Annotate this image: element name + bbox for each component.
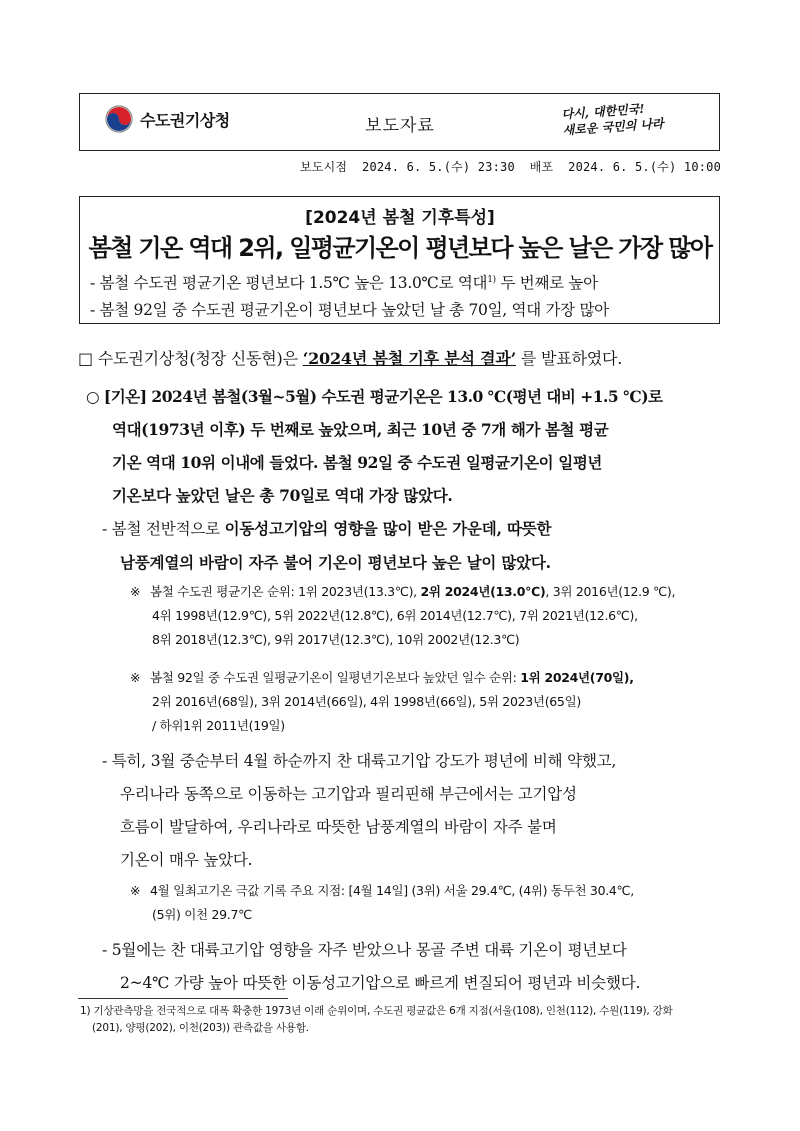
note-spring-ranking: ※ 봄철 수도권 평균기온 순위: 1위 2023년(13.3℃), 2위 2024년(13.0℃), 3위 2016년(12.9 ℃), 4위 1998년(12.9℃), 5위 2022년(12.8℃), 6위 2014년(12.7℃), 7위 2021년(12.6℃), 8위 2018년(12.3℃), 9위 2017년(12.3℃), 10위 2002년(12.3℃): [130, 584, 676, 647]
subheadline-1: - 봄철 수도권 평균기온 평년보다 1.5℃ 높은 13.0℃로 역대$^{1)}$ 두 번째로 높아: [90, 274, 598, 292]
note-april-extremes: ※ 4월 일최고기온 극값 기록 주요 지점: [4월 14일] (3위) 서울 29.4℃, (4위) 동두천 30.4℃, (5위) 이천 29.7℃: [130, 883, 634, 922]
dash-paragraph-3: - 5월에는 찬 대륙고기압 영향을 자주 받았으나 몽골 주변 대륙 기온이 평년보다 2~4℃ 가량 높아 따뜻한 이동성고기압으로 빠르게 변질되어 평년과 비슷했다.: [102, 941, 641, 992]
footnote-ref: 1): [487, 274, 496, 285]
release-time: 보도시점 2024. 6. 5.(수) 23:30 배포 2024. 6. 5.(수) 10:00: [300, 160, 722, 174]
footnote: 1) 기상관측망을 전국적으로 대폭 확충한 1973년 이래 순위이며, 수도권 평균값은 6개 지점(서울(108), 인천(112), 수원(119), 강화 (201), 양평(202), 이천(203)) 관측값을 사용함.: [80, 1005, 673, 1034]
document-type: 보도자료: [365, 116, 435, 136]
title-tag: [2024년 봄철 기후특성]: [305, 208, 495, 228]
temperature-paragraph: ○ [기온] 2024년 봄철(3월~5월) 수도권 평균기온은 13.0 ℃(평년 대비 +1.5 ℃)로 역대(1973년 이후) 두 번째로 높았으며, 최근 10년 중 7개 해가 봄철 평균 기온 역대 10위 이내에 들었다. 봄철 92일 중 수도권 일평균기온이 일평년 기온보다 높았던 날은 총 70일로 역대 가장 많았다.: [86, 387, 663, 505]
main-headline: 봄철 기온 역대 2위, 일평균기온이 평년보다 높은 날은 가장 많아: [88, 234, 712, 262]
subheadline-2: - 봄철 92일 중 수도권 평균기온이 평년보다 높았던 날 총 70일, 역대 가장 많아: [90, 301, 609, 319]
note-warm-days-ranking: ※ 봄철 92일 중 수도권 일평균기온이 일평년기온보다 높았던 일수 순위: 1위 2024년(70일), 2위 2016년(68일), 3위 2014년(66일), 4위 1998년(66일), 5위 2023년(65일) / 하위1위 2011년(19일): [130, 670, 634, 733]
footnote-divider: [78, 998, 288, 999]
lead-paragraph: □ 수도권기상청(청장 신동현)은 ‘2024년 봄철 기후 분석 결과’ 를 발표하였다.: [78, 349, 623, 368]
slogan-line-1: 다시, 대한민국!: [561, 101, 646, 122]
slogan-line-2: 새로운 국민의 나라: [562, 116, 665, 138]
lead-emphasis: ‘2024년 봄철 기후 분석 결과’: [302, 349, 516, 368]
agency-name: 수도권기상청: [140, 110, 230, 130]
dash-paragraph-1: - 봄철 전반적으로 이동성고기압의 영향을 많이 받은 가운데, 따뜻한 남풍계열의 바람이 자주 불어 기온이 평년보다 높은 날이 많았다.: [102, 519, 552, 572]
dash-paragraph-2: - 특히, 3월 중순부터 4월 하순까지 찬 대륙고기압 강도가 평년에 비해 약했고, 우리나라 동쪽으로 이동하는 고기압과 필리핀해 부근에서는 고기압성 흐름이 발달하여, 우리나라로 따뜻한 남풍계열의 바람이 자주 불며 기온이 매우 높았다.: [102, 752, 617, 869]
